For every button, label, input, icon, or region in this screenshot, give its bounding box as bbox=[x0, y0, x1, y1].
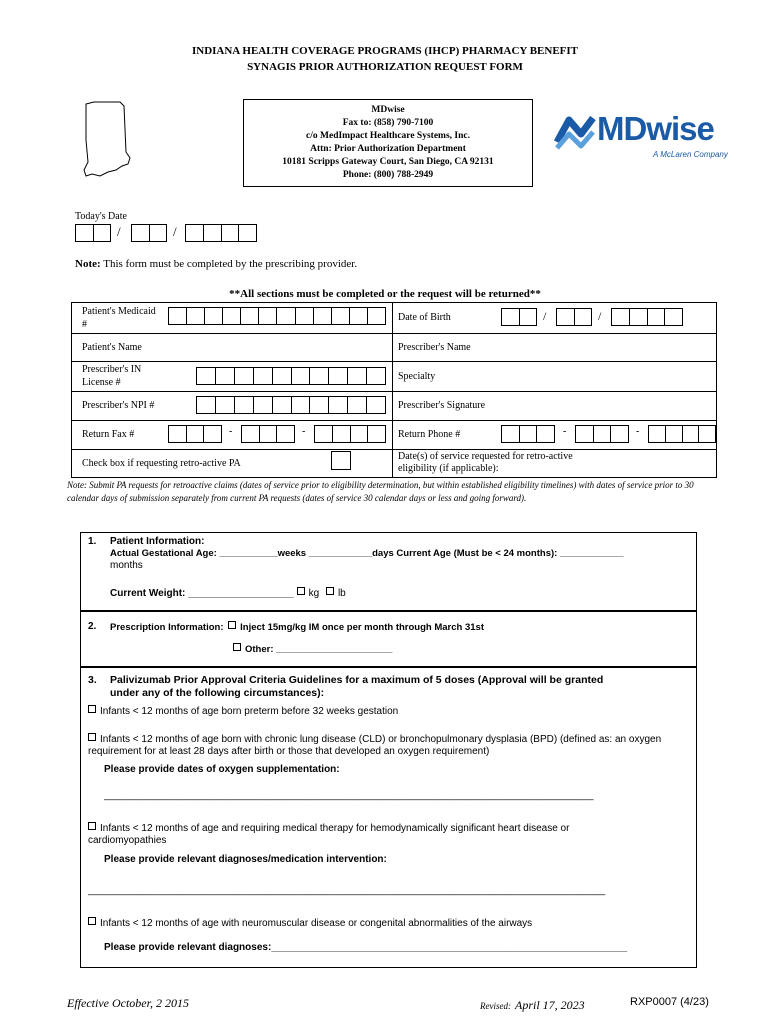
dob-label: Date of Birth bbox=[398, 312, 451, 323]
retro-note: Note: Submit PA requests for retroactive claims (dates of service prior to eligibility determination, but within established eligibility timelines) with dates of service prior to 30 calendar days of submission separately from current PA requests (dates of service 30 calendar days or less and going forward). bbox=[67, 480, 694, 503]
revised-label: Revised: bbox=[480, 1001, 511, 1011]
mdwise-logo bbox=[553, 110, 733, 162]
s2-opt1: Inject 15mg/kg IM once per month through March 31st bbox=[240, 622, 484, 633]
dob-slash-2: / bbox=[598, 309, 602, 323]
prescriber-name-label: Prescriber's Name bbox=[398, 342, 471, 353]
fax-line-boxes[interactable] bbox=[314, 425, 386, 443]
s2-opt2: Other: ______________________ bbox=[245, 644, 393, 655]
kg-checkbox[interactable] bbox=[297, 587, 305, 595]
criterion-3 bbox=[88, 822, 648, 847]
table-divider bbox=[392, 302, 393, 478]
fax-area-boxes[interactable] bbox=[168, 425, 222, 443]
npi-input[interactable] bbox=[196, 396, 386, 414]
medicaid-label: Patient's Medicaid # bbox=[82, 306, 156, 330]
return-fax-label: Return Fax # bbox=[82, 429, 135, 440]
section-prescription-info bbox=[80, 611, 697, 667]
c4-text: Infants < 12 months of age with neuromuscular disease or congenital abnormalities of the airways bbox=[100, 918, 533, 929]
row-line bbox=[71, 449, 717, 450]
row-line bbox=[71, 361, 717, 362]
fax-dash-2: - bbox=[302, 426, 306, 437]
criterion-2-checkbox[interactable] bbox=[88, 733, 96, 741]
phone-area-boxes[interactable] bbox=[501, 425, 555, 443]
patient-prescriber-table bbox=[71, 302, 717, 478]
mdwise-logo-icon bbox=[553, 112, 597, 152]
dob-slash-1: / bbox=[543, 309, 547, 323]
inject-checkbox[interactable] bbox=[228, 621, 236, 629]
specialty-label: Specialty bbox=[398, 371, 436, 382]
criterion-1 bbox=[88, 705, 398, 717]
retro-dates-label: Date(s) of service requested for retro-active eligibility (if applicable): bbox=[398, 451, 573, 474]
dob-year-boxes[interactable] bbox=[611, 308, 683, 326]
c4-prompt[interactable]: Please provide relevant diagnoses:________________________________________________________________ bbox=[104, 942, 628, 953]
phone-dash-2: - bbox=[636, 426, 640, 437]
provider-note bbox=[75, 258, 357, 270]
form-code: RXP0007 (4/23) bbox=[630, 996, 709, 1008]
effective-date: Effective October, 2 2015 bbox=[67, 996, 189, 1010]
return-phone-label: Return Phone # bbox=[398, 429, 461, 440]
logo-tagline: A McLaren Company bbox=[653, 150, 728, 159]
all-sections-warning: **All sections must be completed or the request will be returned** bbox=[229, 288, 541, 300]
note-label: Note: bbox=[75, 258, 101, 270]
kg-label: kg bbox=[308, 588, 320, 599]
row-line bbox=[71, 333, 717, 334]
criterion-4-checkbox[interactable] bbox=[88, 917, 96, 925]
logo-brand: MDwise bbox=[597, 110, 714, 147]
form-title-line1: INDIANA HEALTH COVERAGE PROGRAMS (IHCP) PHARMACY BENEFIT bbox=[191, 45, 579, 57]
c3-line[interactable]: _____________________________________________________________________________________________ bbox=[88, 885, 606, 896]
s1-title: Patient Information: bbox=[110, 536, 205, 547]
criterion-3-checkbox[interactable] bbox=[88, 822, 96, 830]
contact-attn: Attn: Prior Authorization Department bbox=[310, 144, 466, 154]
other-checkbox[interactable] bbox=[233, 643, 241, 651]
contact-fax: Fax to: (858) 790-7100 bbox=[342, 118, 434, 128]
s2-num: 2. bbox=[88, 621, 97, 632]
phone-line-boxes[interactable] bbox=[648, 425, 716, 443]
c2-text: Infants < 12 months of age born with chronic lung disease (CLD) or bronchopulmonary dysplasia (BPD) (defined as: an oxygen requirement for at least 28 days after birth or those that developed an oxygen requirement) bbox=[88, 734, 662, 757]
date-day-boxes[interactable] bbox=[131, 224, 167, 242]
criterion-4 bbox=[88, 917, 532, 929]
date-year-boxes[interactable] bbox=[185, 224, 257, 242]
s1-weight-row bbox=[110, 587, 346, 599]
lb-label: lb bbox=[337, 588, 346, 599]
c2-line[interactable]: ________________________________________________________________________________________ bbox=[104, 790, 594, 801]
in-license-label: Prescriber's IN License # bbox=[82, 364, 142, 388]
s1-months: months bbox=[110, 560, 143, 571]
date-month-boxes[interactable] bbox=[75, 224, 111, 242]
retro-checkbox[interactable] bbox=[331, 451, 351, 470]
c3-text: Infants < 12 months of age and requiring medical therapy for hemodynamically significant heart disease or cardiomyopathies bbox=[88, 823, 570, 846]
dob-day-boxes[interactable] bbox=[556, 308, 592, 326]
note-text: This form must be completed by the prescribing provider. bbox=[103, 258, 358, 270]
lb-checkbox[interactable] bbox=[326, 587, 334, 595]
phone-dash-1: - bbox=[563, 426, 567, 437]
row-line bbox=[71, 391, 717, 392]
s1-weight: Current Weight: ___________________ bbox=[110, 588, 294, 599]
date-slash-1: / bbox=[117, 224, 121, 239]
c1-text: Infants < 12 months of age born preterm before 32 weeks gestation bbox=[100, 706, 399, 717]
date-slash-2: / bbox=[173, 224, 177, 239]
s3-num: 3. bbox=[88, 674, 97, 686]
in-license-input[interactable] bbox=[196, 367, 386, 385]
s2-title: Prescription Information: bbox=[110, 622, 224, 633]
revised-info bbox=[480, 996, 585, 1014]
c2-prompt: Please provide dates of oxygen supplementation: bbox=[104, 764, 340, 775]
s2-other-row bbox=[233, 643, 392, 655]
signature-label: Prescriber's Signature bbox=[398, 400, 486, 411]
fax-dash-1: - bbox=[229, 426, 233, 437]
contact-co: c/o MedImpact Healthcare Systems, Inc. bbox=[306, 131, 470, 141]
indiana-map-icon bbox=[82, 100, 134, 180]
medicaid-input[interactable] bbox=[168, 307, 386, 325]
row-line bbox=[71, 420, 717, 421]
patient-name-label: Patient's Name bbox=[82, 342, 142, 353]
criterion-1-checkbox[interactable] bbox=[88, 705, 96, 713]
dob-month-boxes[interactable] bbox=[501, 308, 537, 326]
contact-name: MDwise bbox=[371, 105, 405, 115]
contact-box bbox=[243, 99, 533, 187]
s1-gestational-age: Actual Gestational Age: ___________weeks ____________days Current Age (Must be < 24 months): ____________ bbox=[110, 548, 624, 559]
npi-label: Prescriber's NPI # bbox=[82, 400, 155, 411]
contact-address: 10181 Scripps Gateway Court, San Diego, CA 92131 bbox=[282, 157, 494, 167]
c3-prompt: Please provide relevant diagnoses/medication intervention: bbox=[104, 854, 387, 865]
s2-row bbox=[110, 621, 484, 633]
form-title-line2: SYNAGIS PRIOR AUTHORIZATION REQUEST FORM bbox=[247, 61, 523, 73]
s3-title: Palivizumab Prior Approval Criteria Guidelines for a maximum of 5 doses (Approval will be granted under any of the following circumstances): bbox=[110, 674, 604, 699]
fax-prefix-boxes[interactable] bbox=[241, 425, 295, 443]
todays-date-label: Today's Date bbox=[75, 211, 127, 222]
s1-num: 1. bbox=[88, 536, 97, 547]
phone-prefix-boxes[interactable] bbox=[575, 425, 629, 443]
contact-phone: Phone: (800) 788-2949 bbox=[342, 170, 434, 180]
revised-date: April 17, 2023 bbox=[514, 998, 585, 1012]
criterion-2 bbox=[88, 733, 694, 758]
retro-check-label: Check box if requesting retro-active PA bbox=[82, 458, 241, 469]
